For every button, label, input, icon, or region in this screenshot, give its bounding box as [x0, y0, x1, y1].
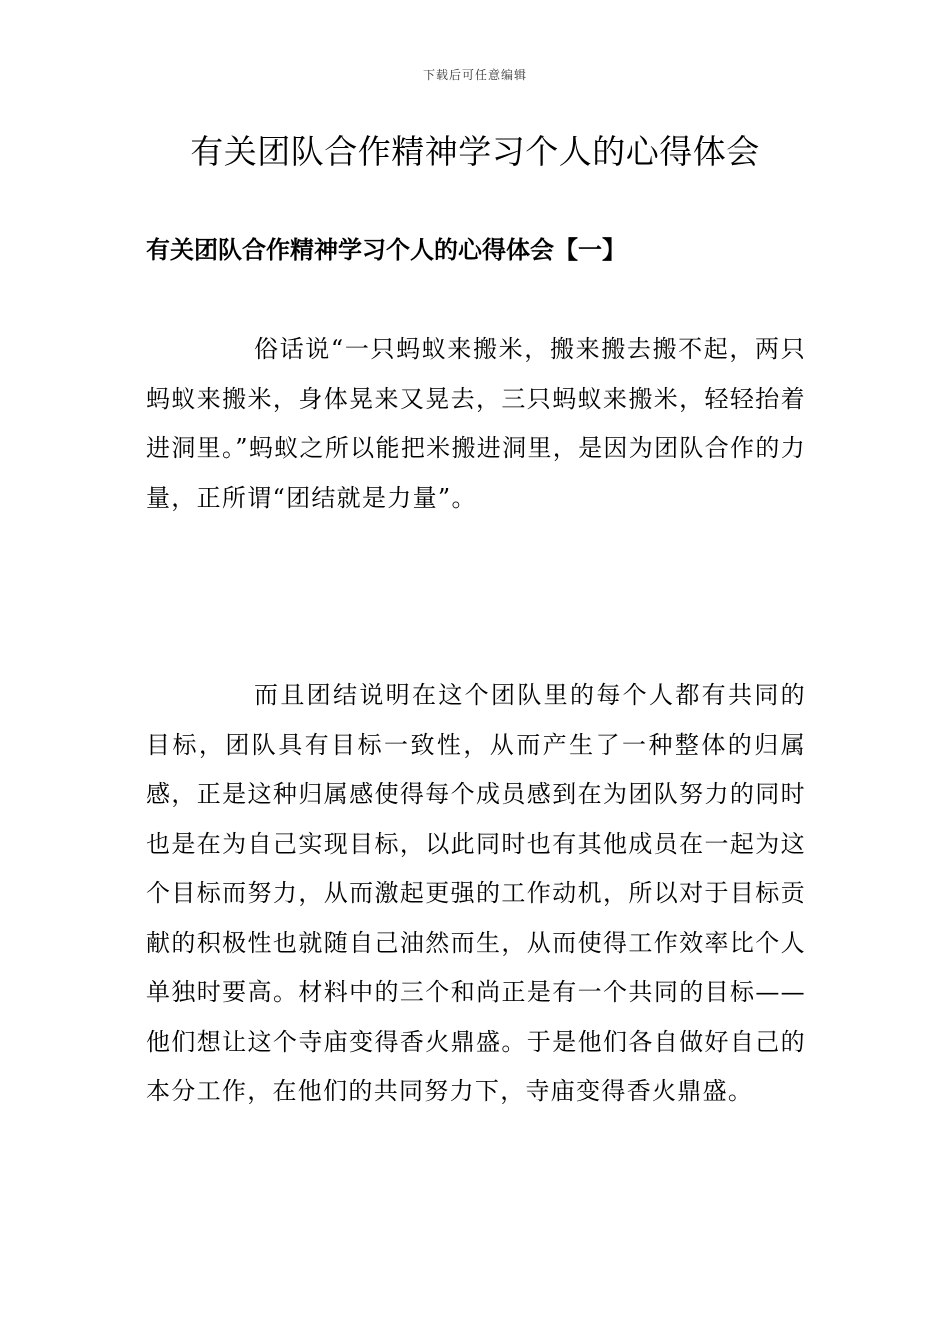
paragraph-1: 俗话说“一只蚂蚁来搬米，搬来搬去搬不起，两只蚂蚁来搬米，身体晃来又晃去，三只蚂蚁来搬米，轻轻抬着进洞里。”蚂蚁之所以能把米搬进洞里，是因为团队合作的力量，正所谓“团结就是力量”。	[146, 335, 806, 512]
section-heading: 有关团队合作精神学习个人的心得体会【一】	[146, 236, 626, 264]
document-title: 有关团队合作精神学习个人的心得体会	[190, 132, 760, 171]
paragraph-2: 而且团结说明在这个团队里的每个人都有共同的目标，团队具有目标一致性，从而产生了一种整体的归属感，正是这种归属感使得每个成员感到在为团队努力的同时也是在为自己实现目标，以此同时也有其他成员在一起为这个目标而努力，从而激起更强的工作动机，所以对于目标贡献的积极性也就随自己油然而生，从而使得工作效率比个人单独时要高。材料中的三个和尚正是有一个共同的目标——他们想让这个寺庙变得香火鼎盛。于是他们各自做好自己的本分工作，在他们的共同努力下，寺庙变得香火鼎盛。	[146, 681, 806, 1105]
header-note: 下载后可任意编辑	[422, 68, 527, 82]
